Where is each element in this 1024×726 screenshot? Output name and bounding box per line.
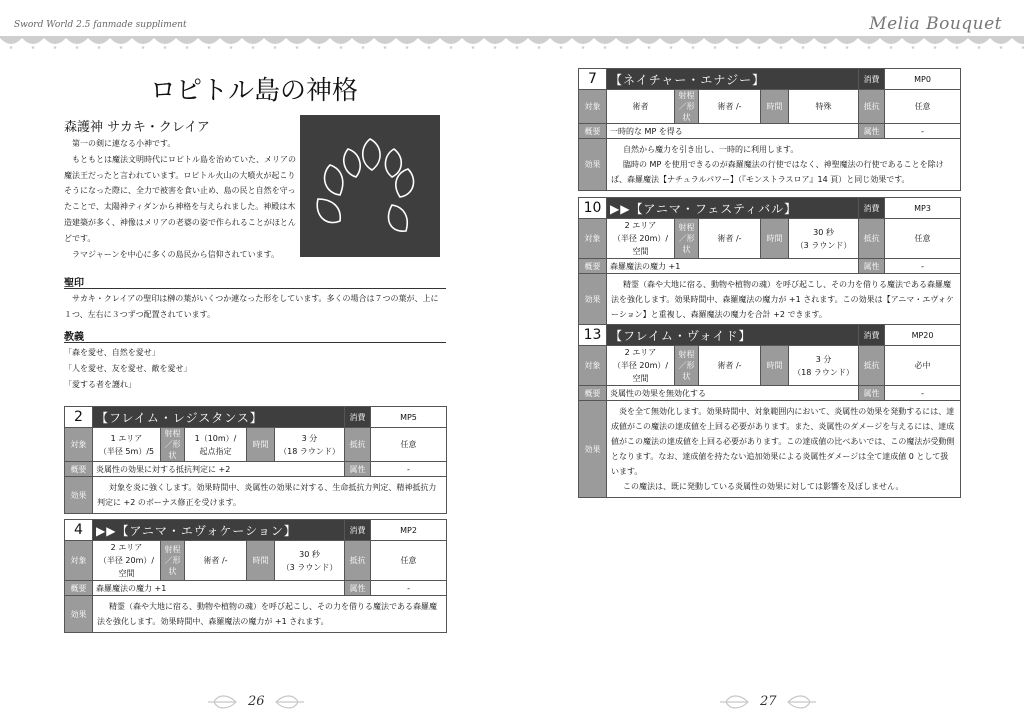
deity-paragraph: 第一の剣に連なる小神です。 [72, 139, 176, 148]
effect-text: 自然から魔力を引き出し、一時的に利用します。 臨時の MP を使用できるのが森羅魔法の行使ではなく、神聖魔法の行使であることを除けば、森羅魔法【ナチュラルパワー】（『モンストラスロア』14 頁）と同じ効果です。 [607, 139, 961, 191]
effect-text: 精霊（森や大地に宿る、動物や植物の魂）を呼び起こし、その力を借りる魔法である森羅魔法を強化します。効果時間中、森羅魔法の魔力が +1 されます。 [93, 596, 447, 633]
range-label: 射程 ／形状 [675, 90, 699, 124]
range-label: 射程 ／形状 [161, 541, 185, 581]
spell-name: ▶▶【アニマ・エヴォケーション】 [93, 520, 345, 541]
deity-name: 森護神 サカキ・クレイア [64, 120, 210, 135]
spell-table [578, 197, 961, 326]
range-value: 術者 /- [699, 346, 761, 386]
attribute-label: 属性 [859, 386, 885, 401]
time-value: 3 分 （18 ラウンド） [789, 346, 859, 386]
section-divider [64, 342, 446, 343]
resist-label: 抵抗 [859, 346, 885, 386]
resist-label: 抵抗 [859, 90, 885, 124]
range-value: 術者 /- [185, 541, 247, 581]
attribute-label: 属性 [859, 124, 885, 139]
cost-value: MP5 [371, 407, 447, 428]
effect-text: 対象を炎に強くします。効果時間中、炎属性の効果に対する、生命抵抗力判定、精神抵抗力判定に +2 のボーナス修正を受けます。 [93, 477, 447, 514]
attribute-value: - [885, 259, 961, 274]
summary-label: 概要 [65, 462, 93, 477]
target-label: 対象 [579, 90, 607, 124]
tenet-line: 「愛する者を護れ」 [64, 379, 136, 389]
attribute-value: - [371, 462, 447, 477]
effect-label: 効果 [65, 477, 93, 514]
target-value: 術者 [607, 90, 675, 124]
summary-value: 森羅魔法の魔力 +1 [93, 581, 345, 596]
cost-label: 消費 [345, 407, 371, 428]
effect-label: 効果 [579, 274, 607, 326]
range-label: 射程 ／形状 [675, 346, 699, 386]
time-label: 時間 [247, 428, 275, 462]
deity-description [64, 136, 296, 262]
time-label: 時間 [247, 541, 275, 581]
summary-label: 概要 [65, 581, 93, 596]
target-label: 対象 [579, 346, 607, 386]
range-value: 1（10m）/ 起点指定 [185, 428, 247, 462]
summary-value: 森羅魔法の魔力 +1 [607, 259, 859, 274]
spell-number: 7 [579, 69, 607, 90]
summary-label: 概要 [579, 124, 607, 139]
scallop-border [0, 36, 1024, 52]
effect-text: 精霊（森や大地に宿る、動物や植物の魂）を呼び起こし、その力を借りる魔法である森羅魔法を強化します。効果時間中、森羅魔法の魔力が +1 されます。この効果は【アニマ・エヴォケーション】と重複し、森羅魔法の魔力を合計 +2 できます。 [607, 274, 961, 326]
range-value: 術者 /- [699, 219, 761, 259]
summary-value: 一時的な MP を得る [607, 124, 859, 139]
cost-label: 消費 [859, 69, 885, 90]
effect-label: 効果 [65, 596, 93, 633]
page-number-left: 26 [248, 694, 265, 709]
range-label: 射程 ／形状 [161, 428, 185, 462]
resist-value: 任意 [371, 541, 447, 581]
spell-number: 13 [579, 325, 607, 346]
seal-heading: 聖印 [64, 278, 84, 289]
attribute-label: 属性 [345, 462, 371, 477]
resist-label: 抵抗 [345, 541, 371, 581]
holy-symbol-image [300, 115, 440, 257]
time-label: 時間 [761, 346, 789, 386]
time-label: 時間 [761, 90, 789, 124]
target-value: 1 エリア （半径 5m）/5 [93, 428, 161, 462]
resist-value: 任意 [885, 90, 961, 124]
section-divider [64, 288, 446, 289]
deity-paragraph: ラマジャーンを中心に多くの島民から信仰されています。 [72, 249, 280, 259]
time-value: 30 秒 （3 ラウンド） [275, 541, 345, 581]
attribute-value: - [885, 386, 961, 401]
resist-label: 抵抗 [859, 219, 885, 259]
spell-table [578, 324, 961, 498]
time-value: 30 秒 （3 ラウンド） [789, 219, 859, 259]
summary-label: 概要 [579, 259, 607, 274]
cost-value: MP2 [371, 520, 447, 541]
spell-number: 4 [65, 520, 93, 541]
page-number-right: 27 [760, 694, 777, 709]
cost-label: 消費 [859, 198, 885, 219]
target-label: 対象 [65, 428, 93, 462]
spell-name: 【ネイチャー・エナジー】 [607, 69, 859, 90]
summary-label: 概要 [579, 386, 607, 401]
tenets-list [64, 345, 446, 392]
spell-name: 【フレイム・ヴォイド】 [607, 325, 859, 346]
spell-number: 2 [65, 407, 93, 428]
spell-table [64, 406, 447, 514]
dual-arrow-icon: ▶▶ [96, 523, 117, 538]
resist-value: 必中 [885, 346, 961, 386]
target-label: 対象 [579, 219, 607, 259]
spell-name: 【フレイム・レジスタンス】 [93, 407, 345, 428]
effect-label: 効果 [579, 401, 607, 498]
cost-value: MP20 [885, 325, 961, 346]
range-value: 術者 /- [699, 90, 761, 124]
running-header-left: Sword World 2.5 fanmade suppliment [14, 20, 187, 30]
cost-value: MP3 [885, 198, 961, 219]
target-value: 2 エリア （半径 20m）/ 空間 [607, 219, 675, 259]
target-value: 2 エリア （半径 20m）/ 空間 [607, 346, 675, 386]
target-label: 対象 [65, 541, 93, 581]
target-value: 2 エリア （半径 20m）/ 空間 [93, 541, 161, 581]
cost-label: 消費 [345, 520, 371, 541]
time-label: 時間 [761, 219, 789, 259]
attribute-label: 属性 [859, 259, 885, 274]
spell-name: ▶▶【アニマ・フェスティバル】 [607, 198, 859, 219]
spell-number: 10 [579, 198, 607, 219]
time-value: 特殊 [789, 90, 859, 124]
summary-value: 炎属性の効果を無効化する [607, 386, 859, 401]
tenet-line: 「人を愛せ、友を愛せ、敵を愛せ」 [64, 363, 192, 373]
spell-table [578, 68, 961, 191]
range-label: 射程 ／形状 [675, 219, 699, 259]
resist-label: 抵抗 [345, 428, 371, 462]
running-header-right: Melia Bouquet [869, 14, 1002, 34]
cost-label: 消費 [859, 325, 885, 346]
attribute-label: 属性 [345, 581, 371, 596]
attribute-value: - [885, 124, 961, 139]
time-value: 3 分 （18 ラウンド） [275, 428, 345, 462]
page-title: ロピトル島の神格 [150, 76, 359, 106]
cost-value: MP0 [885, 69, 961, 90]
effect-label: 効果 [579, 139, 607, 191]
spell-table [64, 519, 447, 633]
seal-text: サカキ・クレイアの聖印は榊の葉がいくつか連なった形をしています。多くの場合は７つの葉が、上に１つ、左右に３つずつ配置されています。 [64, 294, 439, 319]
tenets-heading: 教義 [64, 332, 84, 343]
sakaki-leaves-icon [300, 115, 440, 257]
resist-value: 任意 [371, 428, 447, 462]
tenet-line: 「森を愛せ、自然を愛せ」 [64, 348, 160, 357]
dual-arrow-icon: ▶▶ [610, 201, 631, 216]
resist-value: 任意 [885, 219, 961, 259]
effect-text: 炎を全て無効化します。効果時間中、対象範囲内において、炎属性の効果を発動するには、達成値がこの魔法の達成値を上回る必要があります。また、炎属性のダメージを与えるには、達成値がこの魔法の達成値を上回る必要があります。この達成値の比べあいでは、この魔法が受動側となります。なお、達成値を持たない追加効果による炎属性ダメージは全て達成値 0 として扱います。 この魔法は、既に発動している炎属性の効果に対しては影響を及ぼしません。 [607, 401, 961, 498]
attribute-value: - [371, 581, 447, 596]
deity-paragraph: もともとは魔法文明時代にロピトル島を治めていた、メリアの魔法王だったと言われています。ロピトル火山の大噴火が起こりそうになった際に、全力で被害を食い止め、島の民と自然を守ったことで、太陽神ティダンから神格を与えられました。神殿は木造建築が多く、神像はメリアの老婆の姿で作られることがほとんどです。 [64, 154, 296, 243]
summary-value: 炎属性の効果に対する抵抗判定に +2 [93, 462, 345, 477]
